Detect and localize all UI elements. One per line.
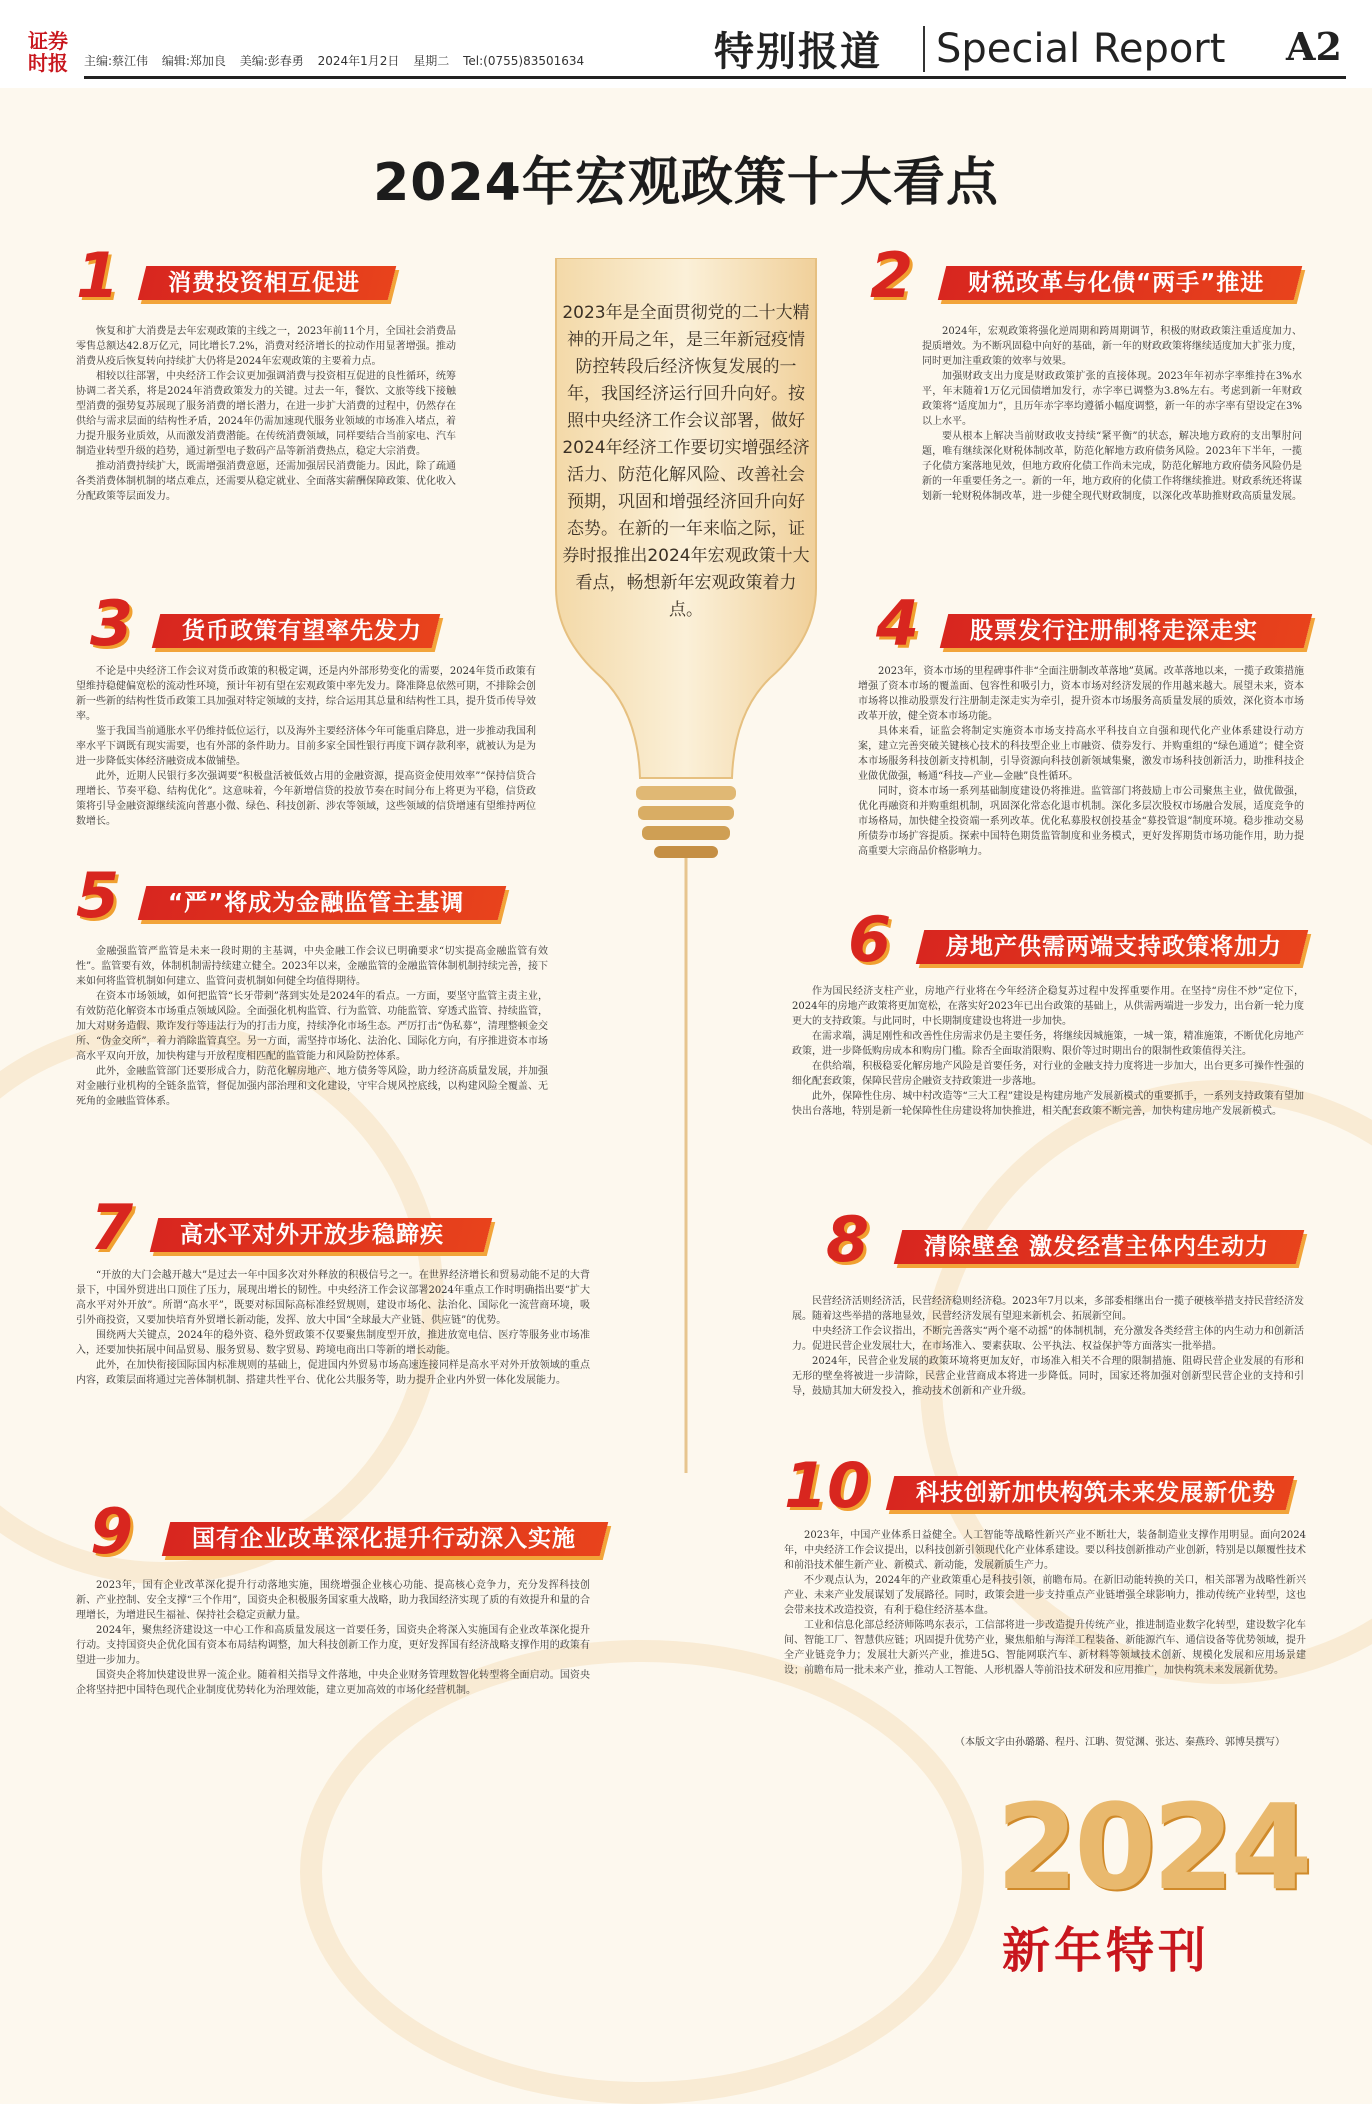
paragraph: “开放的大门会越开越大”是过去一年中国多次对外释放的积极信号之一。在世界经济增长和贸易动能不足的大背景下，中国外贸进出口顶住了压力，展现出增长的韧性。中央经济工作会议部署2024年重点工作时明确指出要“扩大高水平对外开放”。所谓“高水平”，既要对标国际高标准经贸规则，建设市场化、法治化、国际化一流营商环境，吸引外商投资，又要加快培育外贸增长新动能，发挥、放大中国“全球最大产业链、供应链”的优势。 (76, 1270, 590, 1326)
section-number: 6 (848, 903, 892, 976)
newspaper-logo: 证券时报 (28, 29, 68, 75)
section-number: 9 (90, 1495, 134, 1568)
paragraph: 2024年，民营企业发展的政策环境将更加友好，市场准入相关不合理的限制措施、阻碍民营企业发展的有形和无形的壁垒将被进一步清除，民营企业营商成本将进一步降低。同时，国家还将加强对创新型民营企业的支持和引导，鼓励其加大研发投入，推动技术创新和产业升级。 (792, 1356, 1304, 1397)
section-number: 2 (870, 239, 914, 312)
editor-credit: 主编:蔡江伟 (84, 54, 149, 68)
section-2-heading (870, 239, 1310, 312)
section-banner (940, 614, 1312, 648)
paragraph: 在供给端，积极稳妥化解房地产风险是首要任务，对行业的金融支持力度将进一步加大，出台更多可操作性强的细化配套政策，保障民营房企融资支持政策进一步落地。 (792, 1061, 1304, 1087)
staff-credit: 编辑:郑加良 (161, 54, 226, 68)
paragraph: 民营经济活则经济活，民营经济稳则经济稳。2023年7月以来，多部委相继出台一揽子硬核举措支持民营经济发展。随着这些举措的落地显效，民营经济发展有望迎来新机会、拓展新空间。 (792, 1296, 1304, 1322)
section-number: 5 (76, 859, 120, 932)
section-6-heading (848, 903, 1308, 976)
paragraph: 鉴于我国当前通胀水平仍维持低位运行，以及海外主要经济体今年可能重启降息，进一步推动我国利率水平下调既有现实需要，也有外部的条件助力。目前多家全国性银行再度下调存款利率，就被认为是为进一步降低实体经济融资成本做铺垫。 (76, 726, 536, 767)
section-6-body (792, 984, 1304, 1180)
section-heading: 房地产供需两端支持政策将加力 (946, 934, 1282, 960)
section-heading: 清除壁垒 激发经营主体内生动力 (924, 1234, 1270, 1260)
section-4-heading (876, 587, 1316, 660)
section-2-body (922, 324, 1302, 550)
section-number: 4 (876, 587, 920, 660)
paragraph: 此外，金融监管部门还要形成合力，防范化解房地产、地方债务等风险，助力经济高质量发展，并加强对金融行业机构的全链条监管，督促加强内部治理和文化建设，守牢合规风控底线，以构建风险全覆盖、无死角的金融监管体系。 (76, 1066, 548, 1107)
header-rule (84, 76, 1346, 79)
section-heading: 消费投资相互促进 (168, 270, 360, 296)
section-number: 8 (826, 1203, 870, 1276)
new-year-special-label: 新年特刊 (1002, 1923, 1211, 1979)
paragraph: 不论是中央经济工作会议对货币政策的积极定调，还是内外部形势变化的需要，2024年货币政策有望维持稳健偏宽松的流动性环境，预计年初有望在宏观政策中率先发力。降准降息依然可期，不排除会创新一些新的结构性货币政策工具加强对特定领域的支持，综合运用其总量和结构性工具，提升货币传导效率。 (76, 666, 536, 722)
section-number: 7 (90, 1191, 134, 1264)
paragraph: 在资本市场领域，如何把监管“长牙带刺”落到实处是2024年的看点。一方面，要坚守监管主责主业，有效防范化解资本市场重点领域风险。全面强化机构监管、行为监管、功能监管、穿透式监管、持续监管，加大对财务造假、欺诈发行等违法行为的打击力度，持续净化市场生态。严厉打击“伪私募”，清理整顿金交所、“伪金交所”，着力消除监管真空。另一方面，需坚持市场化、法治化、国际化方向，有序推进资本市场高水平双向开放，加快构建与开放程度相匹配的监管能力和风险防控体系。 (76, 991, 548, 1062)
section-3-heading (76, 587, 436, 660)
page-title: 2024年宏观政策十大看点 (373, 153, 999, 213)
section-1-heading (76, 239, 396, 312)
paragraph: 工业和信息化部总经济师陈鸣东表示，工信部将进一步改造提升传统产业，推进制造业数字化转型，建设数字化车间、智能工厂、智慧供应链；巩固提升优势产业，聚焦船舶与海洋工程装备、新能源汽车、通信设备等优势领域，提升全产业链竞争力；发展壮大新兴产业，推进5G、智能网联汽车、新材料等领域技术创新、规模化发展和应用场景建设；前瞻布局一批未来产业，推动人工智能、人形机器人等前沿技术研发和应用推广，加快构筑未来发展新优势。 (784, 1620, 1306, 1676)
section-heading: 高水平对外开放步稳蹄疾 (180, 1222, 444, 1248)
paragraph: 2023年，国有企业改革深化提升行动落地实施，围绕增强企业核心功能、提高核心竞争力，充分发挥科技创新、产业控制、安全支撑“三个作用”，国资央企积极服务国家重大战略，助力我国经济实现了质的有效提升和量的合理增长，为增进民生福祉、保持社会稳定贡献力量。 (76, 1580, 590, 1621)
section-number: 10 (784, 1449, 871, 1522)
section-10-heading (784, 1449, 1304, 1522)
designer-credit: 美编:彭春勇 (239, 54, 304, 68)
section-8-heading (826, 1203, 1316, 1276)
section-heading: 货币政策有望率先发力 (182, 618, 422, 644)
section-heading: 科技创新加快构筑未来发展新优势 (916, 1480, 1276, 1506)
section-banner (938, 266, 1302, 300)
section-7-heading (76, 1191, 496, 1264)
section-heading: “严”将成为金融监管主基调 (168, 890, 465, 916)
intro-text: 2023年是全面贯彻党的二十大精神的开局之年，是三年新冠疫情防控转段后经济恢复发展的一年，我国经济运行回升向好。按照中央经济工作会议部署，做好2024年经济工作要切实增强经济活力、防范化解风险、改善社会预期，巩固和增强经济回升向好态势。在新的一年来临之际，证券时报推出2024年宏观政策十大看点，畅想新年宏观政策着力点。 (562, 303, 810, 620)
section-number: 1 (76, 239, 120, 312)
paragraph: 2024年，宏观政策将强化逆周期和跨周期调节，积极的财政政策注重适度加力、提质增效。为不断巩固稳中向好的基础，新一年的财政政策将继续适度加大扩张力度，同时更加注重政策的效率与效果。 (922, 326, 1302, 367)
section-banner (150, 1218, 492, 1252)
paragraph: 在需求端，满足刚性和改善性住房需求仍是主要任务，将继续因城施策，一城一策，精准施策，不断优化房地产政策，进一步降低购房成本和购房门槛。除否全面取消限购、限价等过时期出台的限制性政策值得关注。 (792, 1031, 1304, 1057)
issue-date: 2024年1月2日 (317, 54, 400, 68)
paragraph: 中央经济工作会议指出，不断完善落实“两个毫不动摇”的体制机制，充分激发各类经营主体的内生动力和创新活力。促进民营企业发展壮大，在市场准入、要素获取、公平执法、权益保护等方面落实一批举措。 (792, 1326, 1304, 1352)
section-4-body (858, 664, 1304, 930)
section-heading: 国有企业改革深化提升行动深入实施 (192, 1526, 576, 1552)
paragraph: 要从根本上解决当前财政收支持续“紧平衡”的状态，解决地方政府的支出掣肘问题，唯有继续深化财税体制改革，防范化解地方政府债务风险。2023年下半年，一揽子化债方案落地见效，但地方政府化债工作尚未完成，防范化解地方政府债务风险仍是新的一年重要任务之一。新的一年，地方政府的化债工作将继续推进。财政系统还将谋划新一轮财税体制改革，进一步健全现代财政制度，以深化改革助推财政高质量发展。 (922, 431, 1302, 502)
section-banner (152, 614, 440, 648)
paragraph: 2023年，中国产业体系日益健全。人工智能等战略性新兴产业不断壮大，装备制造业支撑作用明显。面向2024年，中央经济工作会议提出，以科技创新引领现代化产业体系建设。要以科技创新推动产业创新，特别是以颠覆性技术和前沿技术催生新产业、新模式、新动能，发展新质生产力。 (784, 1530, 1306, 1571)
paragraph: 加强财政支出力度是财政政策扩张的直接体现。2023年年初赤字率维持在3%水平，年末随着1万亿元国债增加发行，赤字率已调整为3.8%左右。考虑到新一年财政政策将“适度加力”，且历年赤字率均遵循小幅度调整，新一年的赤字率有望设定在3%以上水平。 (922, 371, 1302, 427)
section-3-body (76, 664, 536, 868)
section-banner (138, 886, 506, 920)
section-heading: 股票发行注册制将走深走实 (970, 618, 1258, 644)
section-9-heading (90, 1495, 620, 1568)
paragraph: 2024年，聚焦经济建设这一中心工作和高质量发展这一首要任务，国资央企将深入实施国有企业改革深化提升行动。支持国资央企优化国有资本布局结构调整，加大科技创新工作力度，更好发挥国有经济战略支撑作用的政策有望进一步加力。 (76, 1625, 590, 1666)
section-7-body (76, 1268, 590, 1468)
section-heading: 财税改革与化债“两手”推进 (968, 270, 1265, 296)
paragraph: 此外，近期人民银行多次强调要“积极盘活被低效占用的金融资源，提高资金使用效率”“保持信贷合理增长、节奏平稳、结构优化”。这意味着，今年新增信贷的投放节奏在时间分布上将更为平稳，信贷政策将引导金融资源继续流向普惠小微、绿色、科技创新、涉农等领域，这些领域的信贷增速有望维持两位数增长。 (76, 771, 536, 827)
section-1-body (76, 324, 456, 566)
section-number: 3 (90, 587, 134, 660)
section-title-en: Special Report (936, 26, 1226, 72)
paragraph: 恢复和扩大消费是去年宏观政策的主线之一，2023年前11个月，全国社会消费品零售总额达42.8万亿元，同比增长7.2%，消费对经济增长的拉动作用显著增强。推动消费从疫后恢复转向持续扩大仍将是2024年宏观政策的主要着力点。 (76, 326, 456, 367)
section-title-cn: 特别报道 (714, 29, 882, 75)
paragraph: 国资央企将加快建设世界一流企业。随着相关指导文件落地，中央企业财务管理数智化转型将全面启动。国资央企将坚持把中国特色现代企业制度优势转化为治理效能，建立更加高效的市场化经营机制。 (76, 1670, 590, 1696)
section-banner (886, 1476, 1294, 1510)
section-8-body (792, 1294, 1304, 1434)
paragraph: 具体来看，证监会将制定实施资本市场支持高水平科技自立自强和现代化产业体系建设行动方案，建立完善突破关键核心技术的科技型企业上市融资、债券发行、并购重组的“绿色通道”；健全资本市场服务科技创新支持机制，引导资源向科技创新领域集聚，激发市场科技创新活力，助推科技企业做优做强，畅通“科技—产业—金融”良性循环。 (858, 726, 1304, 782)
authors-note: （本版文字由孙璐璐、程丹、江聃、贺觉渊、张达、秦燕玲、郭博昊撰写） (955, 1737, 1285, 1748)
paragraph: 推动消费持续扩大，既需增强消费意愿，还需加强居民消费能力。因此，除了疏通各类消费体制机制的堵点难点，还需要从稳定就业、全面落实薪酬保障政策、优化收入分配政策等层面发力。 (76, 461, 456, 502)
paragraph: 围绕两大关键点，2024年的稳外资、稳外贸政策不仅要聚焦制度型开放，推进放宽电信、医疗等服务业市场准入，还要加快拓展中间品贸易、服务贸易、数字贸易、跨境电商出口等新的增长动能。 (76, 1330, 590, 1356)
section-9-body (76, 1578, 590, 1720)
credits-line (84, 52, 594, 69)
section-banner (894, 1230, 1304, 1264)
paragraph: 此外，在加快衔接国际国内标准规则的基础上，促进国内外贸易市场高速连接同样是高水平对外开放领域的重点内容，政策层面将通过完善体制机制、搭建共性平台、优化公共服务等，助力提升企业内外贸一体化发展能力。 (76, 1360, 590, 1386)
masthead (0, 0, 1372, 88)
section-5-body (76, 944, 548, 1160)
paragraph: 不少观点认为，2024年的产业政策重心是科技引领，前瞻布局。在新旧动能转换的关口，相关部署为战略性新兴产业、未来产业发展谋划了发展路径。同时，政策会进一步支持重点产业链增强全球影响力，推动传统产业转型，这也会带来技术改造投资，有利于稳住经济基本盘。 (784, 1575, 1306, 1616)
year-badge: 2024 (996, 1778, 1309, 1916)
section-banner (916, 930, 1308, 964)
paragraph: 作为国民经济支柱产业，房地产行业将在今年经济企稳复苏过程中发挥重要作用。在坚持“房住不炒”定位下，2024年的房地产政策将更加宽松，在落实好2023年已出台政策的基础上，从供需两端进一步发力，出台新一轮力度更大的支持政策。与此同时，中长期制度建设也将进一步加快。 (792, 986, 1304, 1027)
paragraph: 同时，资本市场一系列基础制度建设仍将推进。监管部门将鼓励上市公司聚焦主业，做优做强，优化再融资和并购重组机制，巩固深化常态化退市机制。深化多层次股权市场融合发展，适度竞争的市场格局，加快健全投资端一系列改革。优化私募股权创投基金“募投管退”制度环境。稳步推动交易所债券市场扩容提质。探索中国特色期货监管制度和业务模式，更好发挥期货市场功能作用，助力提高重要大宗商品价格影响力。 (858, 786, 1304, 857)
issue-weekday: 星期二 (413, 54, 450, 68)
section-5-heading (76, 859, 516, 932)
section-divider (923, 26, 925, 72)
paragraph: 金融强监管严监管是未来一段时期的主基调，中央金融工作会议已明确要求“切实提高金融监管有效性”。监管要有效，体制机制需持续建立健全。2023年以来，金融监管的金融监管体制机制持续完善，接下来如何将监管机制如何建立、监管问责机制如何健全均值得期待。 (76, 946, 548, 987)
section-banner (162, 1522, 608, 1556)
paragraph: 此外，保障性住房、城中村改造等“三大工程”建设是构建房地产发展新模式的重要抓手，一系列支持政策有望加快出台落地，特别是新一轮保障性住房建设将加快推进，相关配套政策不断完善，加快构建房地产发展新模式。 (792, 1091, 1304, 1117)
paragraph: 相较以往部署，中央经济工作会议更加强调消费与投资相互促进的良性循环，统筹协调二者关系，将是2024年消费政策发力的关键。过去一年，餐饮、文旅等线下接触型消费的强势复苏展现了服务消费的增长潜力，在进一步扩大消费的过程中，仍然存在供给与需求层面的结构性矛盾，2024年仍需加速现代服务业领域的市场准入堵点，着力提升服务业质效，从而激发消费潜能。在传统消费领域，同样要结合当前家电、汽车制造业转型升级的趋势，通过新型电子数码产品等新消费热点，稳定大宗消费。 (76, 371, 456, 457)
paragraph: 2023年，资本市场的里程碑事件非“全面注册制改革落地”莫属。改革落地以来，一揽子政策措施增强了资本市场的覆盖面、包容性和吸引力，资本市场对经济发展的作用越来越大。展望未来，资本市场将以推动股票发行注册制走深走实为牵引，提升资本市场服务高质量发展的质效，深化资本市场改革开放，健全资本市场功能。 (858, 666, 1304, 722)
section-banner (138, 266, 396, 300)
section-10-body (784, 1528, 1306, 1724)
page-number: A2 (1286, 24, 1342, 69)
contact-tel: Tel:(0755)83501634 (463, 54, 585, 68)
